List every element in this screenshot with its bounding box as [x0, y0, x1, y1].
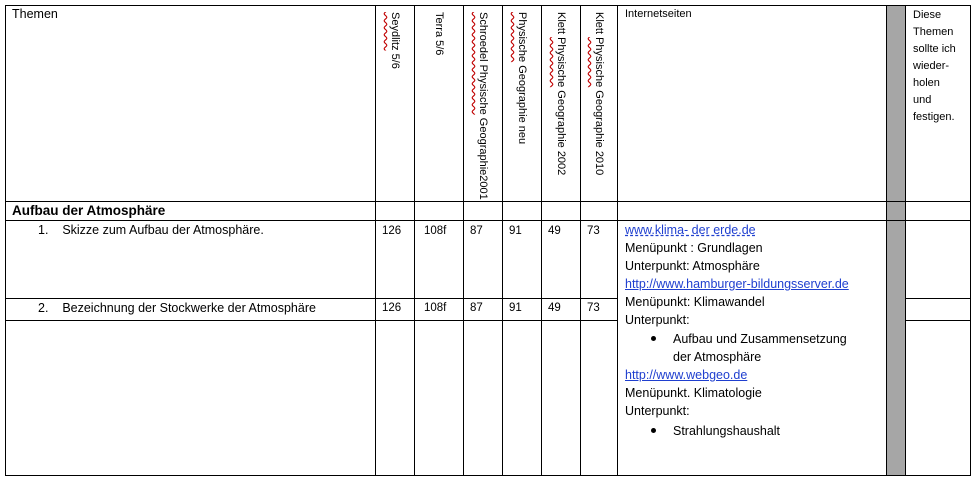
note-line: wieder-: [913, 60, 950, 72]
note-line: Diese: [913, 9, 942, 21]
menu-grundlagen: Menüpunkt : Grundlagen: [625, 241, 763, 255]
menu-klimatologie: Menüpunkt. Klimatologie: [625, 386, 762, 400]
row-divider: [5, 320, 617, 321]
sub-label: Unterpunkt:: [625, 404, 690, 418]
note-line: festigen.: [913, 111, 955, 123]
table-border-left: [5, 5, 6, 475]
column-divider: [463, 5, 464, 475]
row-value: 108f: [424, 225, 447, 237]
note-line: Themen: [913, 26, 954, 38]
column-divider: [580, 5, 581, 475]
note-line: holen: [913, 77, 940, 89]
bullet-icon: [651, 336, 656, 341]
note-line: und: [913, 94, 932, 106]
header-book-seydlitz: Seydlitz 5/6: [389, 12, 401, 69]
menu-klimawandel: Menüpunkt: Klimawandel: [625, 295, 765, 309]
link-klima-der-erde[interactable]: www.klima- der erde.de: [625, 223, 756, 237]
link-webgeo[interactable]: http://www.webgeo.de: [625, 368, 748, 382]
column-divider: [617, 5, 618, 475]
row-label: 2. Bezeichnung der Stockwerke der Atmosphäre: [38, 301, 316, 315]
row-value: 49: [548, 225, 561, 237]
header-book-terra: Terra 5/6: [433, 12, 445, 56]
header-book-physische: Physische Geographie neu: [516, 12, 528, 145]
row-value: 126: [382, 225, 402, 237]
row-value: 108f: [424, 302, 447, 314]
table-border-right: [970, 5, 971, 475]
row-value: 87: [470, 225, 483, 237]
column-divider: [886, 5, 887, 475]
column-divider: [541, 5, 542, 475]
row-value: 91: [509, 302, 522, 314]
row-label: 1. Skizze zum Aufbau der Atmosphäre.: [38, 223, 264, 237]
row-value: 73: [587, 225, 600, 237]
column-divider: [502, 5, 503, 475]
header-internetseiten: Internetseiten: [625, 8, 692, 20]
row-value: 91: [509, 225, 522, 237]
header-book-klett-2010: Klett Physische Geographie 2010: [593, 12, 605, 176]
table-border-top: [5, 5, 971, 6]
sub-atmosphaere: Unterpunkt: Atmosphäre: [625, 259, 760, 273]
header-themen: Themen: [12, 7, 58, 21]
column-divider: [905, 5, 906, 475]
header-book-klett-2002: Klett Physische Geographie 2002: [555, 12, 567, 176]
bullet-strahlungshaushalt: Strahlungshaushalt: [673, 424, 781, 438]
column-divider: [375, 5, 376, 475]
row-value: 87: [470, 302, 483, 314]
row-value: 126: [382, 302, 402, 314]
bullet-aufbau-cont: der Atmosphäre: [673, 350, 762, 364]
header-note: [913, 7, 956, 126]
bullet-aufbau: Aufbau und Zusammensetzung: [673, 332, 847, 346]
sub-label: Unterpunkt:: [625, 313, 690, 327]
row-divider: [905, 320, 971, 321]
bullet-icon: [651, 428, 656, 433]
gray-separator-column: [887, 5, 905, 475]
link-hamburger-bildungsserver[interactable]: http://www.hamburger-bildungsserver.de: [625, 277, 849, 291]
row-value: 73: [587, 302, 600, 314]
table-border-bottom: [5, 475, 971, 476]
section-title: Aufbau der Atmosphäre: [12, 203, 166, 218]
column-divider: [414, 5, 415, 475]
row-value: 49: [548, 302, 561, 314]
note-line: sollte ich: [913, 43, 956, 55]
header-book-schroedel: Schroedel Physische Geographie2001: [477, 12, 489, 200]
row-divider: [905, 298, 971, 299]
